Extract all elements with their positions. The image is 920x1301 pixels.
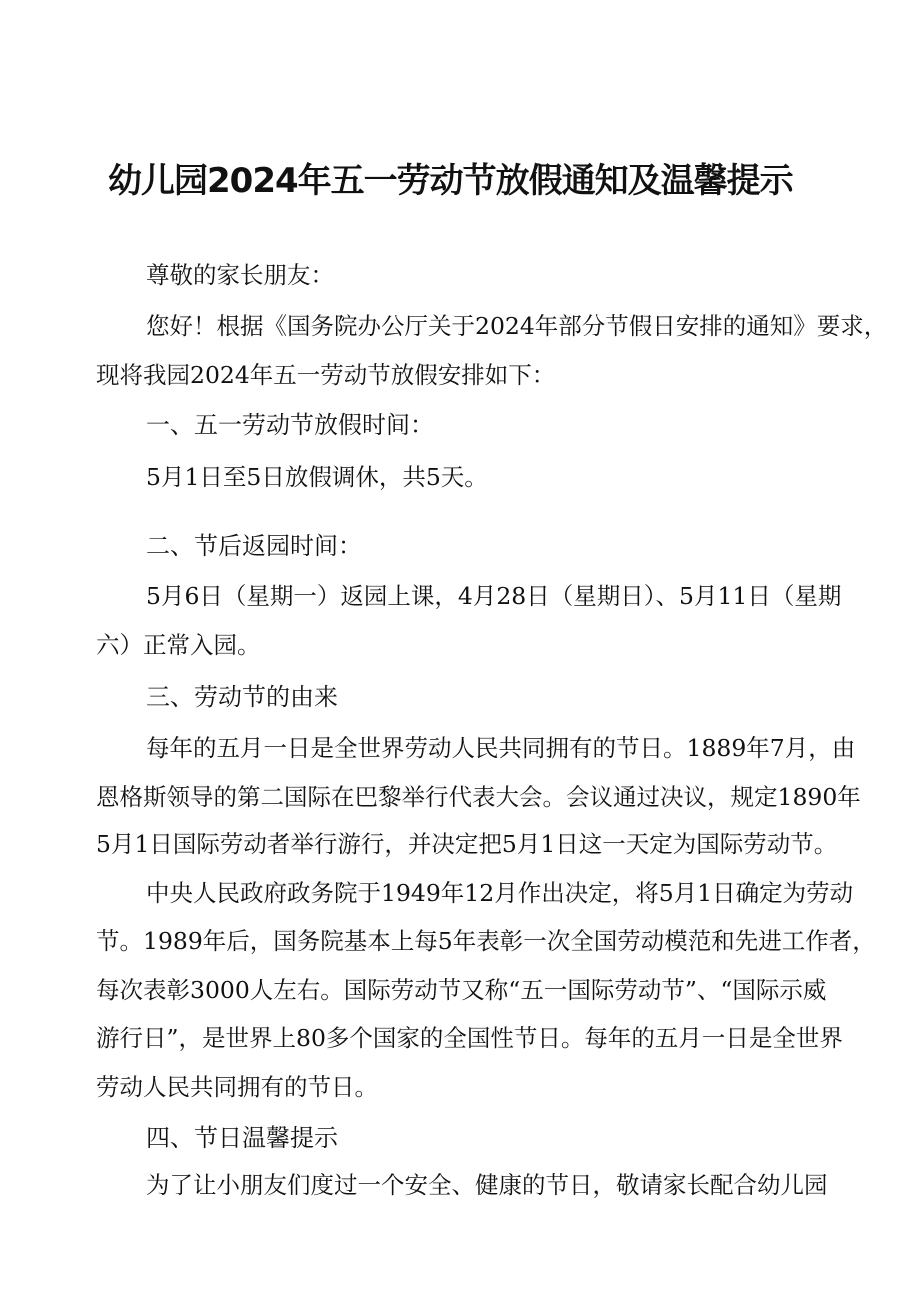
intro-line-2: 现将我园2024年五一劳动节放假安排如下： (96, 361, 556, 389)
section-4-line-1: 为了让小朋友们度过一个安全、健康的节日，敬请家长配合幼儿园 (146, 1171, 828, 1199)
section-3-heading: 三、劳动节的由来 (146, 683, 338, 711)
section-3-line-5: 节。1989年后，国务院基本上每5年表彰一次全国劳动模范和先进工作者， (96, 927, 876, 955)
intro-line-1: 您好！根据《国务院办公厅关于2024年部分节假日安排的通知》要求， (146, 312, 888, 340)
salutation: 尊敬的家长朋友： (146, 261, 334, 289)
section-4-heading: 四、节日温馨提示 (146, 1124, 338, 1152)
section-3-line-2: 恩格斯领导的第二国际在巴黎举行代表大会。会议通过决议，规定1890年 (96, 783, 861, 811)
section-3-line-6: 每次表彰3000人左右。国际劳动节又称“五一国际劳动节”、“国际示威 (96, 976, 827, 1004)
section-2-line-2: 六）正常入园。 (96, 631, 261, 659)
section-3-line-8: 劳动人民共同拥有的节日。 (96, 1073, 378, 1101)
section-1-line-1: 5月1日至5日放假调休，共5天。 (146, 463, 488, 491)
section-2-line-1: 5月6日（星期一）返园上课，4月28日（星期日）、5月11日（星期 (146, 582, 842, 610)
section-1-heading: 一、五一劳动节放假时间： (146, 411, 434, 439)
section-2-heading: 二、节后返园时间： (146, 532, 362, 560)
section-3-line-1: 每年的五月一日是全世界劳动人民共同拥有的节日。1889年7月，由 (146, 734, 856, 762)
section-3-line-7: 游行日”，是世界上80多个国家的全国性节日。每年的五月一日是全世界 (96, 1024, 843, 1052)
section-3-line-3: 5月1日国际劳动者举行游行，并决定把5月1日这一天定为国际劳动节。 (96, 830, 838, 858)
document-title: 幼儿园2024年五一劳动节放假通知及温馨提示 (108, 161, 793, 201)
section-3-line-4: 中央人民政府政务院于1949年12月作出决定，将5月1日确定为劳动 (146, 879, 854, 907)
